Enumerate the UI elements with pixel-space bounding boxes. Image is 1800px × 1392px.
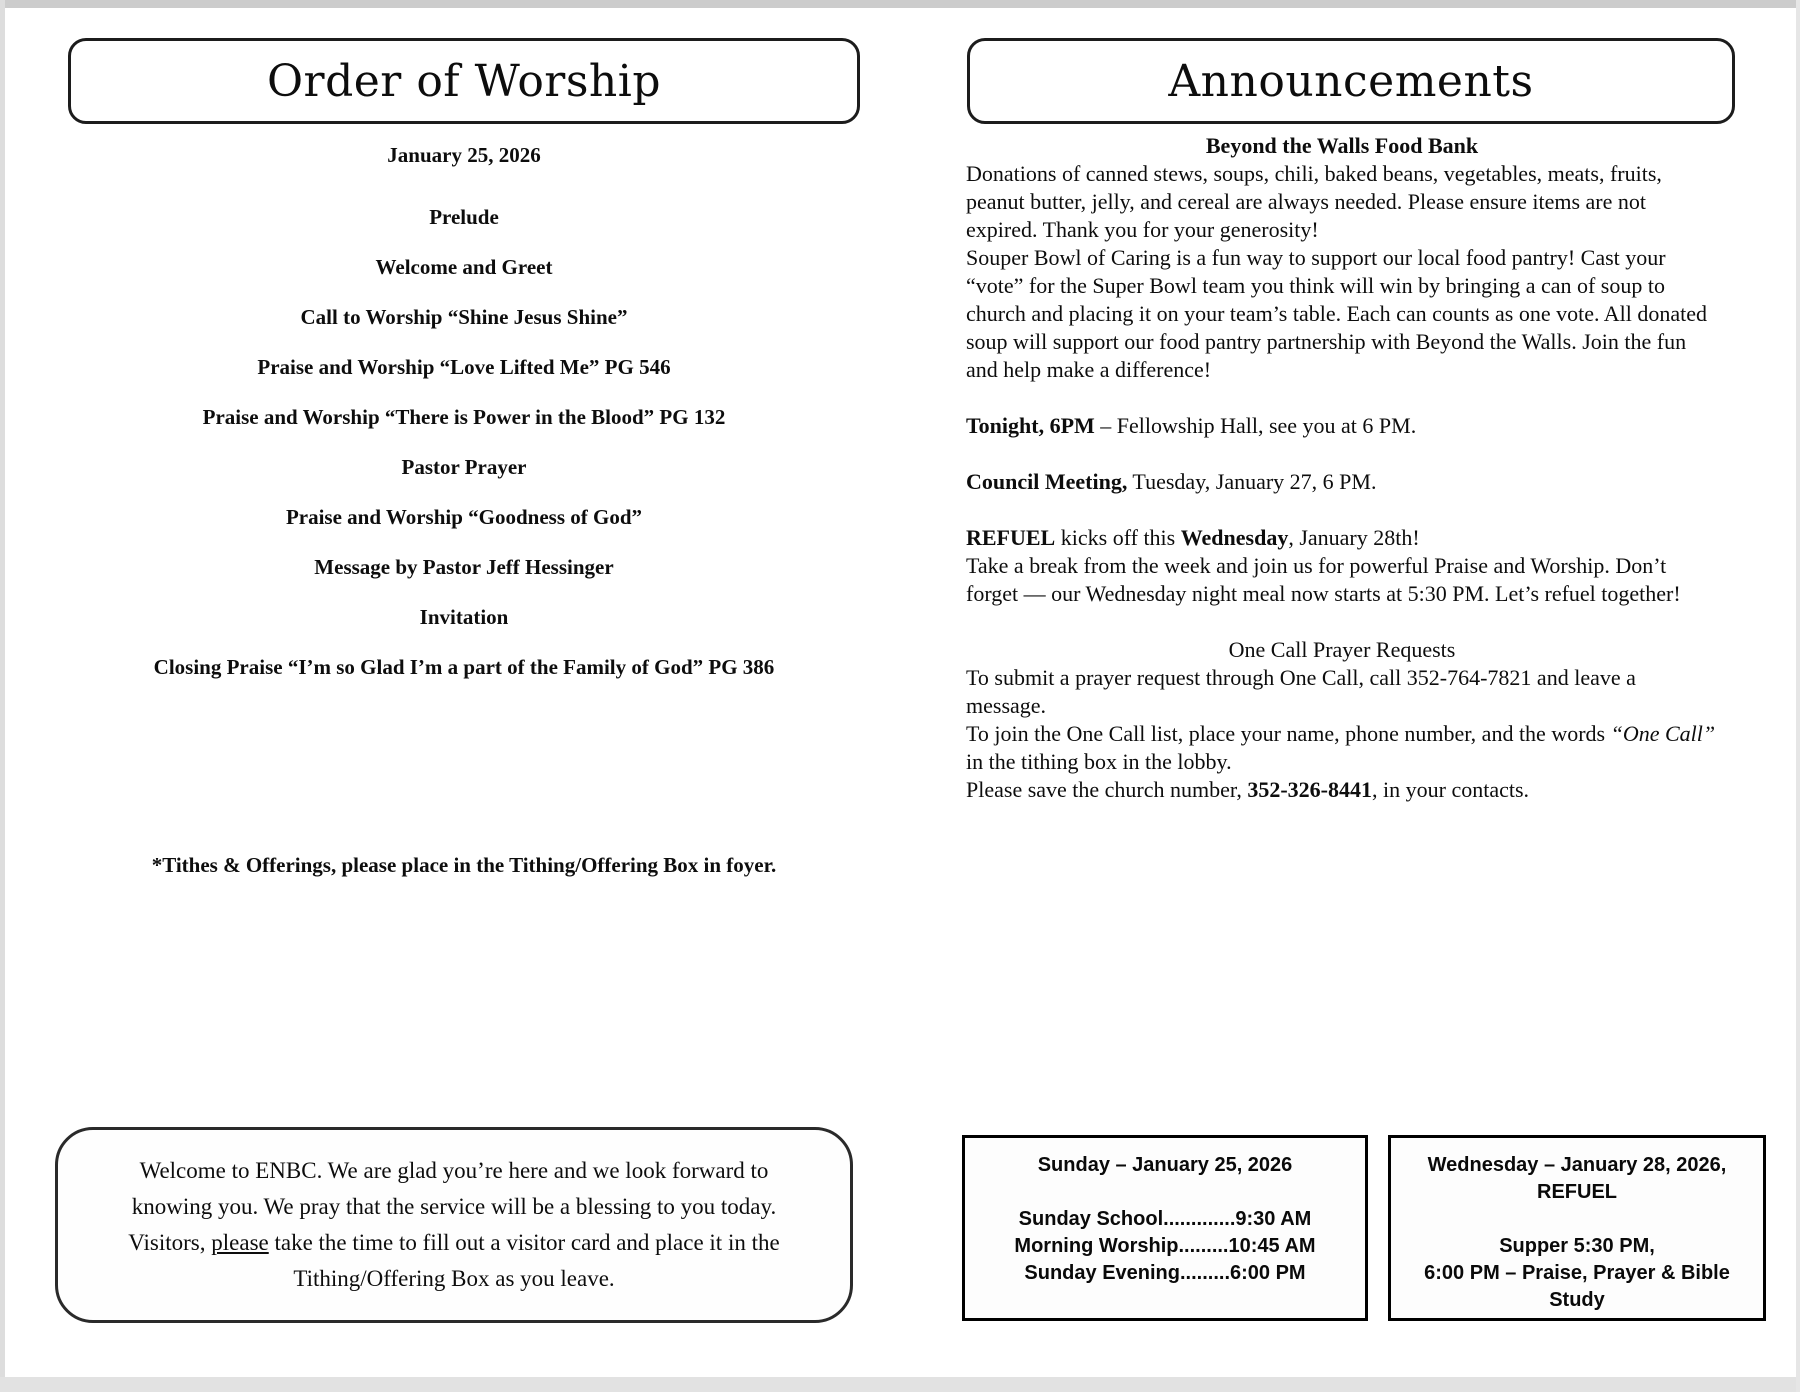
worship-item-invitation: Invitation — [419, 605, 509, 629]
tonight-announcement — [966, 412, 1718, 440]
announcements-title: Announcements — [1168, 55, 1534, 107]
welcome-text-before: Welcome to ENBC. We are glad you’re here and we look forward to knowing you. We pray that the service will be a blessing to you today. Visitors, — [128, 1158, 777, 1255]
refuel-day-label: Wednesday — [1180, 525, 1289, 550]
church-phone-number: 352-326-8441 — [1247, 777, 1373, 802]
refuel-end-text: , January 28th! — [1288, 525, 1420, 550]
page-edge-top — [0, 0, 1800, 8]
page-edge-left — [0, 0, 5, 1392]
council-meeting-details: Tuesday, January 27, 6 PM. — [1127, 469, 1377, 494]
worship-item-praise-2: Praise and Worship “There is Power in the Blood” PG 132 — [202, 405, 726, 429]
service-date: January 25, 2026 — [387, 143, 541, 167]
one-call-paragraph-1: To submit a prayer request through One Call, call 352-764-7821 and leave a message. — [966, 665, 1636, 718]
welcome-underlined-word: please — [211, 1230, 269, 1255]
announcements-title-box — [967, 38, 1735, 124]
spacer — [1401, 1206, 1753, 1233]
council-meeting-announcement — [966, 468, 1718, 496]
worship-item-praise-3: Praise and Worship “Goodness of God” — [285, 505, 643, 529]
sunday-schedule-box — [962, 1135, 1368, 1321]
one-call-heading: One Call Prayer Requests — [1228, 637, 1456, 662]
tithes-offerings-note: *Tithes & Offerings, please place in the Tithing/Offering Box in foyer. — [151, 853, 777, 877]
page-edge-bottom — [0, 1377, 1800, 1392]
page-edge-right — [1796, 0, 1800, 1392]
one-call-italic: “One Call” — [1610, 721, 1716, 746]
tonight-details: – Fellowship Hall, see you at 6 PM. — [1094, 413, 1417, 438]
one-call-paragraph-2 — [966, 720, 1718, 776]
sunday-evening-time: Sunday Evening.........6:00 PM — [1024, 1262, 1306, 1284]
wednesday-schedule-title: Wednesday – January 28, 2026, REFUEL — [1427, 1154, 1727, 1203]
refuel-mid-text: kicks off this — [1055, 525, 1181, 550]
church-number-after: , in your contacts. — [1372, 777, 1530, 802]
worship-item-pastor-prayer: Pastor Prayer — [401, 455, 527, 479]
order-of-worship-list — [68, 130, 860, 692]
worship-item-message: Message by Pastor Jeff Hessinger — [314, 555, 614, 579]
worship-item-prelude: Prelude — [429, 205, 499, 229]
spacer — [975, 1179, 1355, 1206]
food-bank-heading: Beyond the Walls Food Bank — [1205, 133, 1479, 158]
worship-item-closing-praise: Closing Praise “I’m so Glad I’m a part of the Family of God” PG 386 — [153, 655, 775, 679]
order-of-worship-title: Order of Worship — [266, 55, 661, 107]
welcome-box — [55, 1127, 853, 1323]
sunday-schedule-title: Sunday – January 25, 2026 — [1037, 1154, 1293, 1176]
refuel-label: REFUEL — [966, 525, 1056, 550]
one-call-p2-after: in the tithing box in the lobby. — [966, 749, 1232, 774]
morning-worship-time: Morning Worship.........10:45 AM — [1014, 1235, 1316, 1257]
refuel-headline — [966, 524, 1718, 552]
one-call-paragraph-3 — [966, 776, 1718, 804]
refuel-announcement — [966, 524, 1718, 608]
food-bank-paragraph-2: Souper Bowl of Caring is a fun way to support our local food pantry! Cast your “vote” for the Super Bowl team you think will win by bringing a can of soup to church and placing it on your team’s table. Each can counts as one vote. All donated soup will support our food pantry partnership with Beyond the Walls. Join the fun and help make a difference! — [966, 245, 1708, 382]
council-meeting-label: Council Meeting, — [966, 469, 1128, 494]
worship-item-welcome: Welcome and Greet — [375, 255, 553, 279]
one-call-p2-before: To join the One Call list, place your name, phone number, and the words — [966, 721, 1611, 746]
food-bank-paragraph-1: Donations of canned stews, soups, chili, baked beans, vegetables, meats, fruits, peanut butter, jelly, and cereal are always needed. Please ensure items are not expired. Thank you for your generosity! — [966, 161, 1662, 242]
tonight-label: Tonight, 6PM — [966, 413, 1095, 438]
welcome-message — [115, 1153, 793, 1297]
supper-time: Supper 5:30 PM, — [1499, 1235, 1655, 1257]
wednesday-schedule-box — [1388, 1135, 1766, 1321]
refuel-body: Take a break from the week and join us for powerful Praise and Worship. Don’t forget — our Wednesday night meal now starts at 5:30 PM. Let’s refuel together! — [966, 553, 1681, 606]
announcements-content — [966, 132, 1718, 804]
praise-prayer-bible-study-time: 6:00 PM – Praise, Prayer & Bible Study — [1424, 1262, 1730, 1311]
worship-item-call-to-worship: Call to Worship “Shine Jesus Shine” — [300, 305, 628, 329]
welcome-text-after: take the time to fill out a visitor card and place it in the Tithing/Offering Box as you leave. — [268, 1230, 780, 1291]
worship-item-praise-1: Praise and Worship “Love Lifted Me” PG 546 — [257, 355, 671, 379]
sunday-school-time: Sunday School.............9:30 AM — [1018, 1208, 1312, 1230]
order-of-worship-title-box — [68, 38, 860, 124]
church-number-before: Please save the church number, — [966, 777, 1248, 802]
